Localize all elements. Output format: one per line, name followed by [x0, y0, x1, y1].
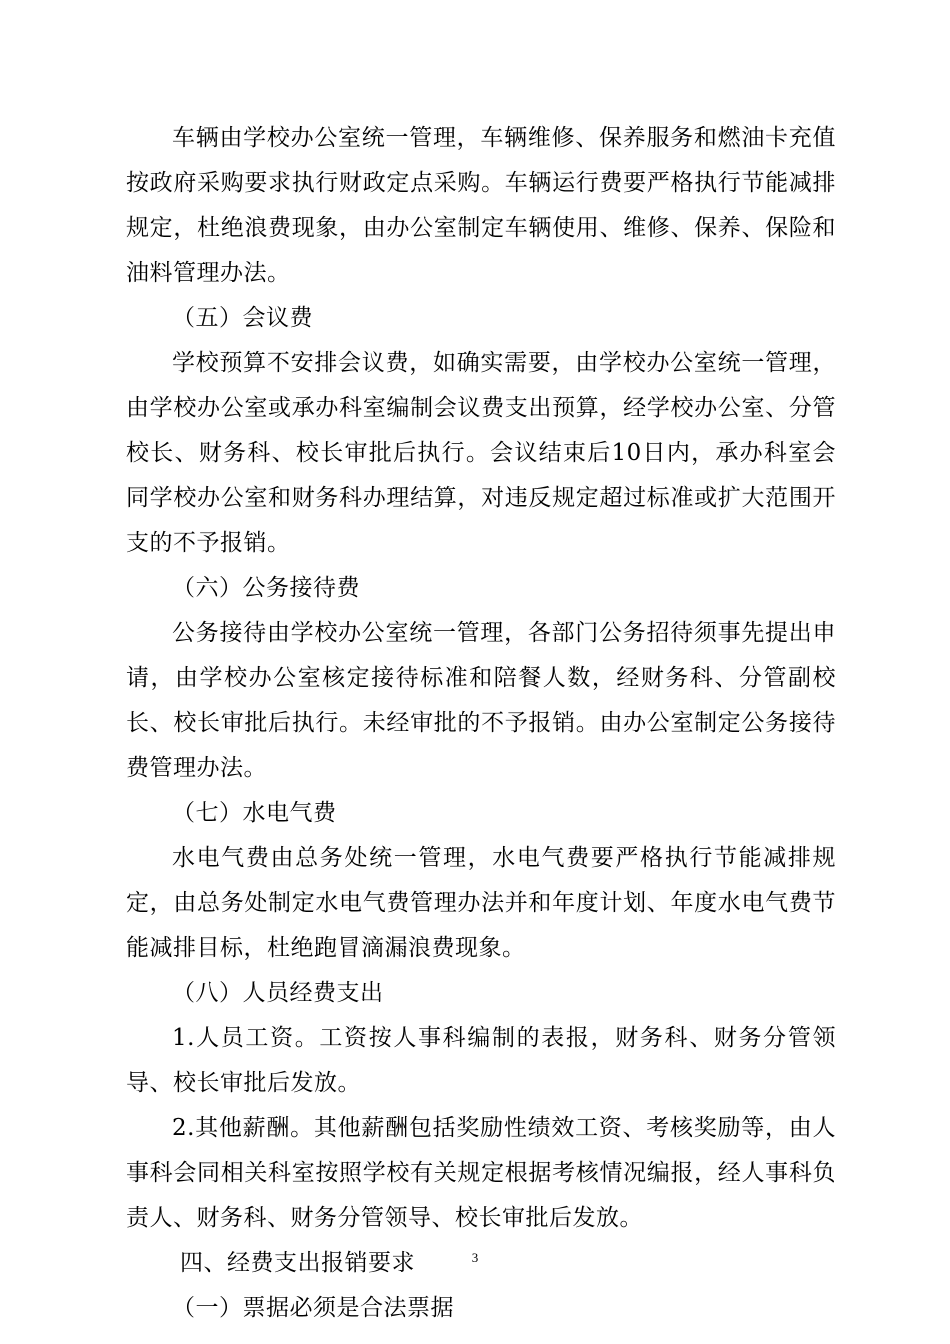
meeting-fee-paragraph: 学校预算不安排会议费，如确实需要，由学校办公室统一管理，由学校办公室或承办科室编制会议费支出预算，经学校办公室、分管校长、财务科、校长审批后执行。会议结束后10日内，承办科室会同学校办公室和财务科办理结算，对违反规定超过标准或扩大范围开支的不予报销。 [126, 350, 836, 556]
other-pay-paragraph: 2.其他薪酬。其他薪酬包括奖励性绩效工资、考核奖励等，由人事科会同相关科室按照学校有关规定根据考核情况编报，经人事科负责人、财务科、财务分管领导、校长审批后发放。 [126, 1115, 836, 1231]
reception-fee-paragraph: 公务接待由学校办公室统一管理，各部门公务招待须事先提出申请，由学校办公室核定接待标准和陪餐人数，经财务科、分管副校长、校长审批后执行。未经审批的不予报销。由办公室制定公务接待费管理办法。 [126, 620, 836, 781]
document-body [126, 116, 836, 1331]
section-four-heading: 四、经费支出报销要求 [180, 1250, 415, 1276]
page-number: 3 [471, 1250, 479, 1265]
personnel-expense-heading: （八）人员经费支出 [172, 980, 384, 1006]
meeting-fee-heading: （五）会议费 [172, 305, 313, 331]
utilities-fee-paragraph: 水电气费由总务处统一管理，水电气费要严格执行节能减排规定，由总务处制定水电气费管理办法并和年度计划、年度水电气费节能减排目标，杜绝跑冒滴漏浪费现象。 [126, 845, 836, 961]
reception-fee-heading: （六）公务接待费 [172, 575, 360, 601]
invoice-requirement-heading: （一）票据必须是合法票据 [172, 1295, 454, 1321]
utilities-fee-heading: （七）水电气费 [172, 800, 337, 826]
salary-paragraph: 1.人员工资。工资按人事科编制的表报，财务科、财务分管领导、校长审批后发放。 [126, 1025, 836, 1096]
vehicle-paragraph: 车辆由学校办公室统一管理，车辆维修、保养服务和燃油卡充值按政府采购要求执行财政定点采购。车辆运行费要严格执行节能减排规定，杜绝浪费现象，由办公室制定车辆使用、维修、保养、保险和油料管理办法。 [126, 125, 836, 286]
